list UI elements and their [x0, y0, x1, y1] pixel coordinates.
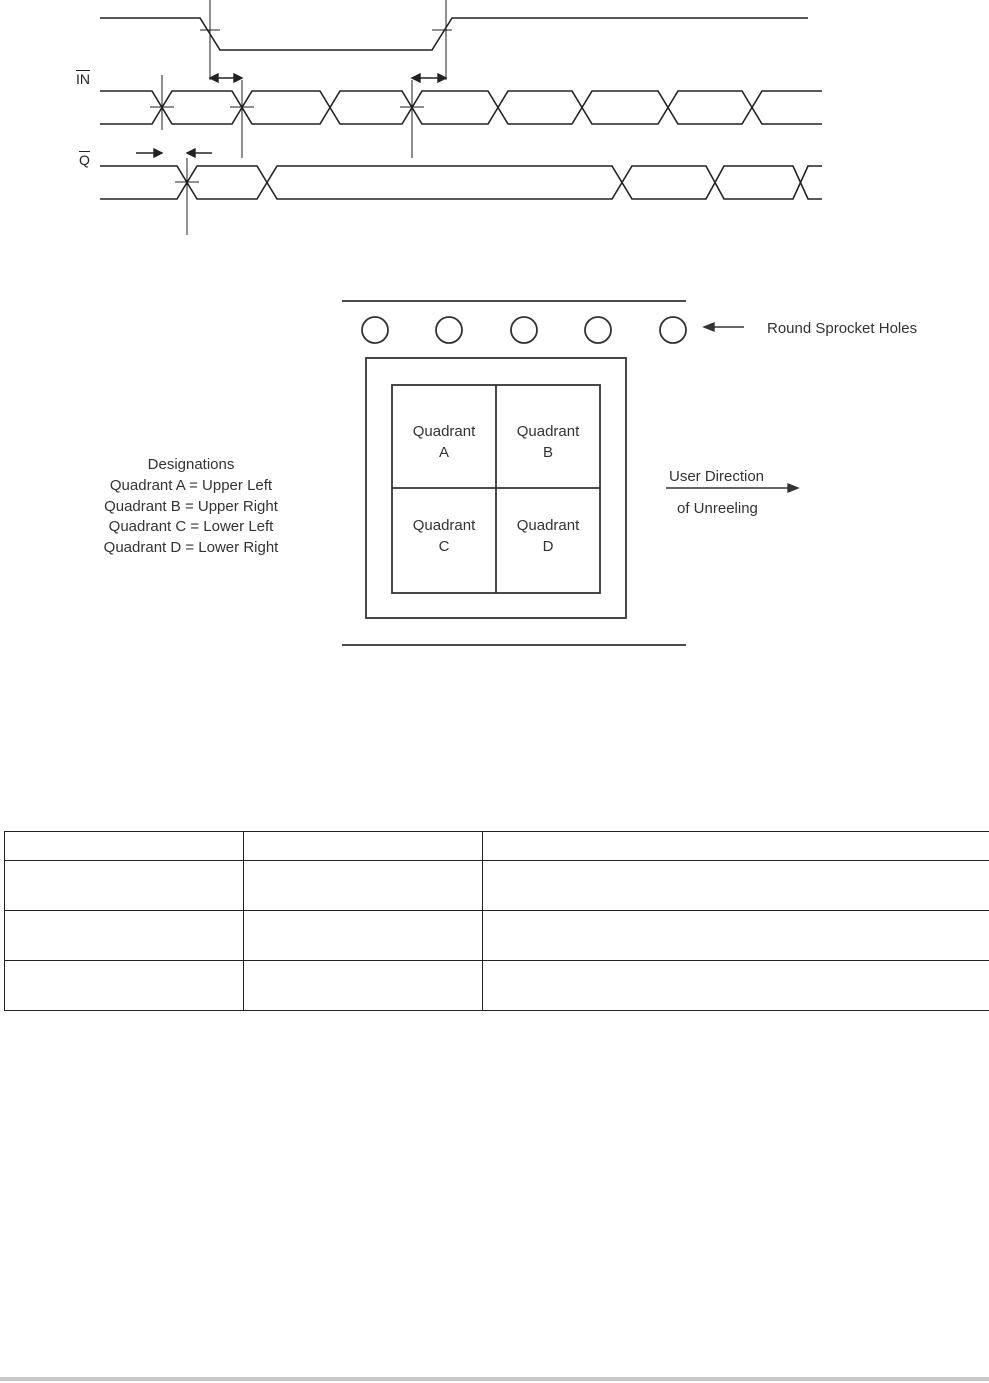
designation-line: Quadrant C = Lower Left — [108, 518, 274, 535]
table-cell — [483, 911, 989, 961]
quadrant-d — [517, 517, 580, 555]
designation-line: Quadrant D = Lower Right — [103, 539, 279, 556]
designations-heading: Designations — [147, 456, 235, 473]
designation-line: Quadrant B = Upper Right — [104, 498, 278, 515]
in-bar-label: $\overline{IN}$ — [76, 71, 90, 87]
sprocket-hole — [511, 317, 537, 343]
table-cell — [5, 911, 244, 961]
svg-text:Quadrant: Quadrant — [516, 517, 580, 534]
sprocket-hole — [660, 317, 686, 343]
svg-text:D: D — [542, 538, 554, 555]
footer-rule — [0, 1377, 989, 1381]
sprocket-hole — [585, 317, 611, 343]
table-header-cell — [5, 832, 244, 861]
table-row — [5, 911, 989, 961]
table-header-row — [5, 832, 989, 861]
designation-line: Quadrant A = Upper Left — [109, 477, 273, 494]
svg-text:B: B — [542, 444, 554, 461]
sprocket-hole — [362, 317, 388, 343]
sprocket-hole — [436, 317, 462, 343]
table-cell — [5, 861, 244, 911]
table-row — [5, 861, 989, 911]
svg-text:C: C — [438, 538, 450, 555]
svg-text:Quadrant: Quadrant — [412, 423, 476, 440]
table-row — [5, 961, 989, 1011]
svg-text:A: A — [438, 444, 450, 461]
table-cell — [244, 861, 483, 911]
table-cell — [483, 861, 989, 911]
quadrant-a — [413, 423, 476, 461]
table-cell — [483, 961, 989, 1011]
table-cell — [5, 961, 244, 1011]
direction-label-line1: User Direction — [669, 468, 765, 485]
quadrant-b — [517, 423, 580, 461]
designations-legend — [104, 456, 280, 556]
table-cell — [244, 911, 483, 961]
sprocket-label: Round Sprocket Holes — [767, 320, 918, 337]
svg-text:Quadrant: Quadrant — [516, 423, 580, 440]
svg-text:Quadrant: Quadrant — [412, 517, 476, 534]
q-bar-label: $\overline{Q}$ — [79, 152, 90, 168]
table-header-cell — [244, 832, 483, 861]
quadrant-c — [413, 517, 476, 555]
spec-table — [4, 831, 989, 1011]
table-header-cell — [483, 832, 989, 861]
table-cell — [244, 961, 483, 1011]
direction-label-line2: of Unreeling — [677, 500, 758, 517]
